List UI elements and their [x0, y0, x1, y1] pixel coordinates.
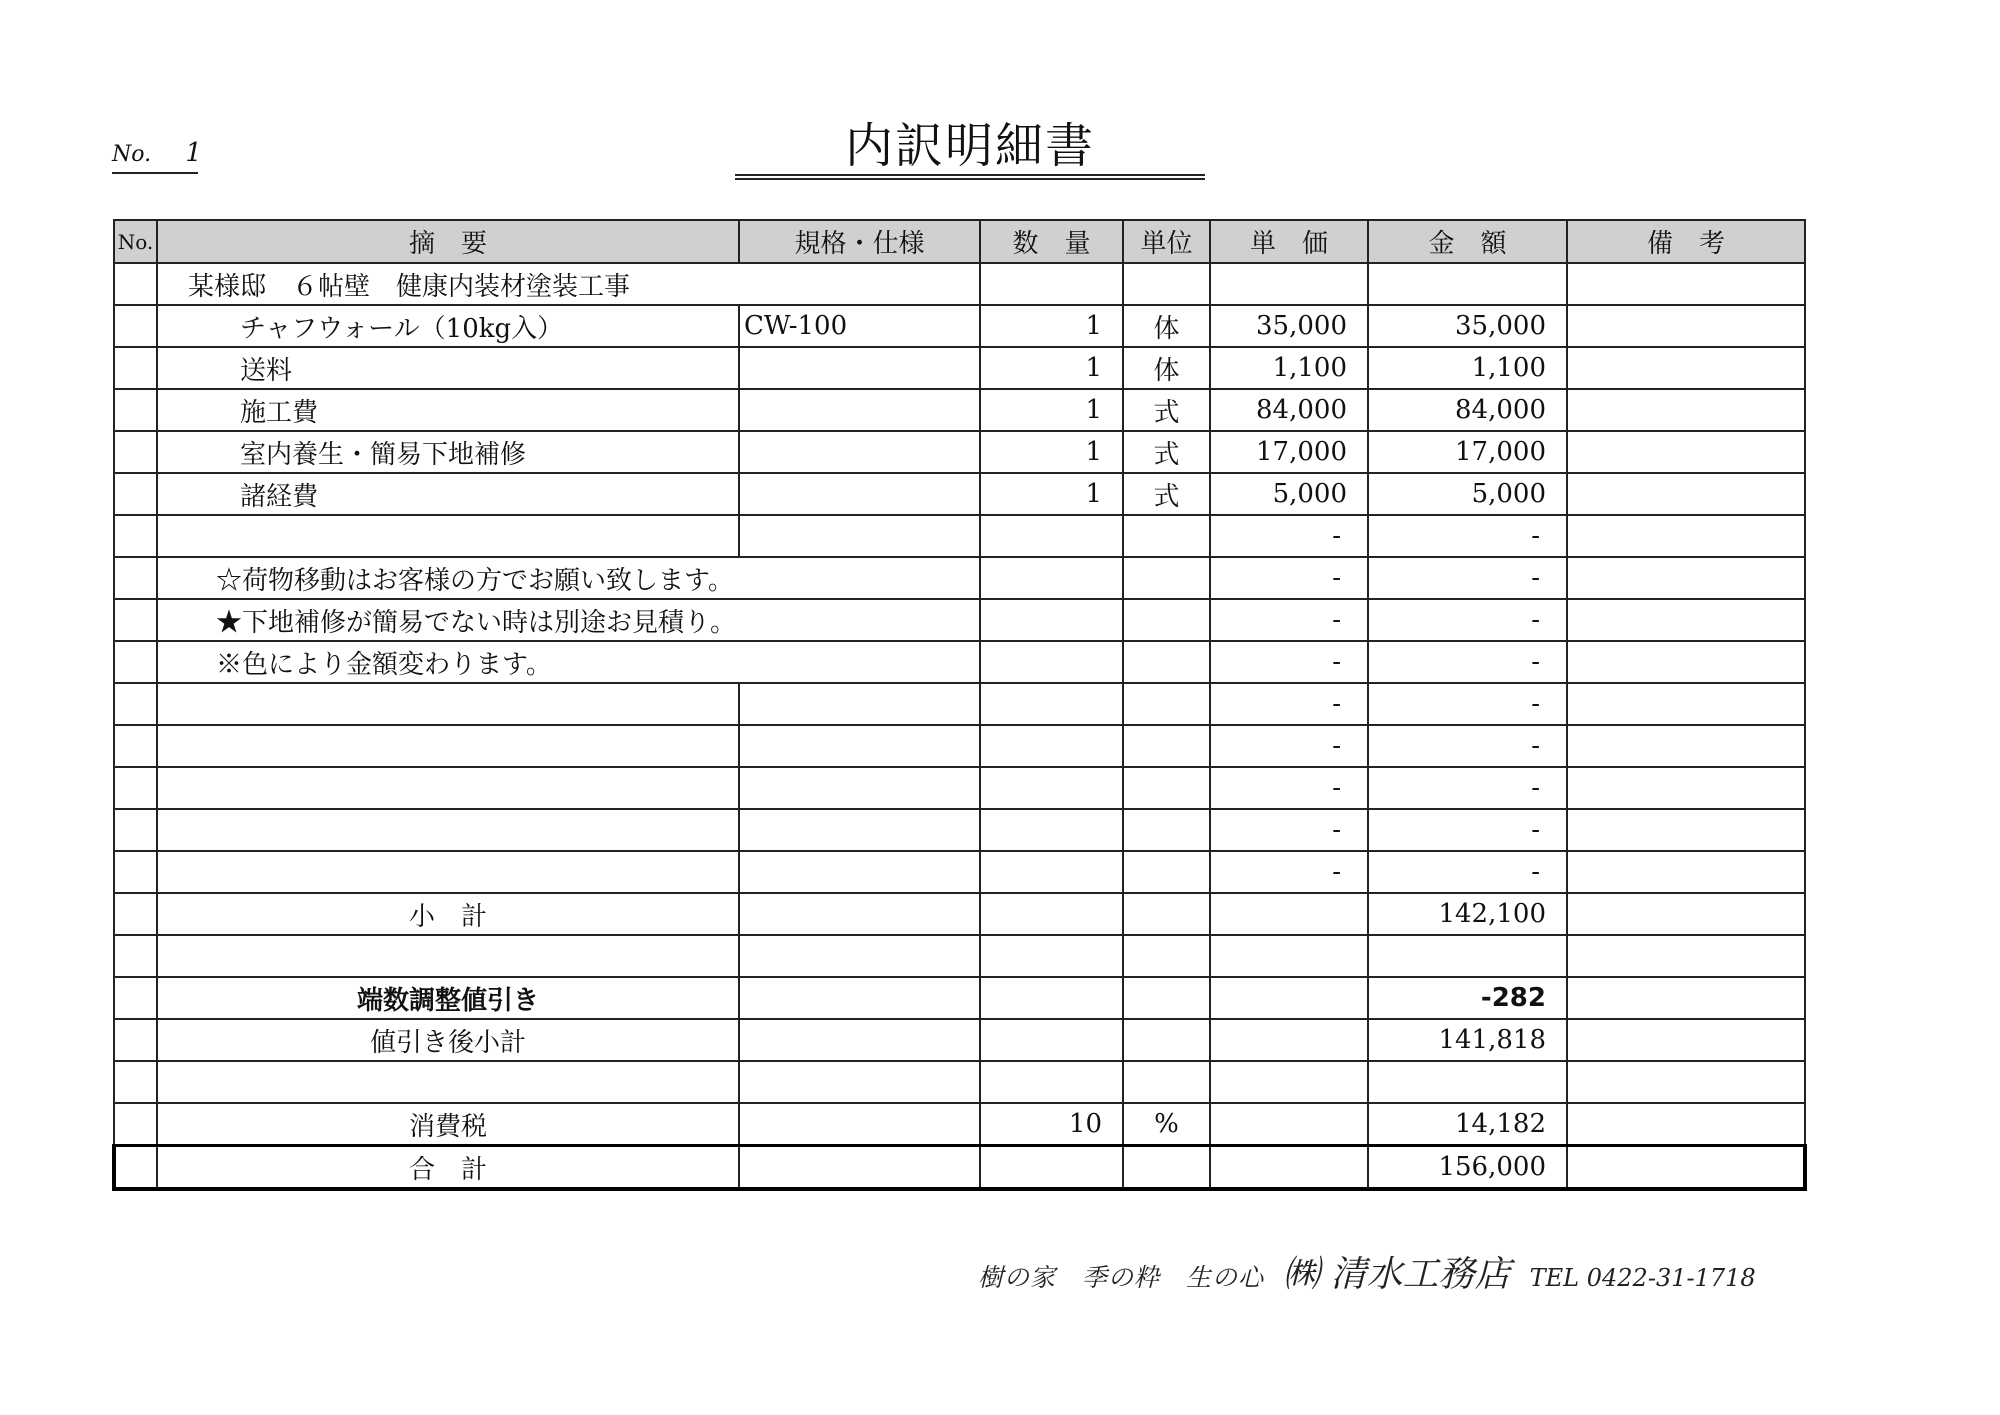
- header-remarks: 備 考: [1567, 220, 1805, 263]
- table-row: [114, 935, 1805, 977]
- item-amount: 84,000: [1368, 389, 1567, 431]
- item-spec: [739, 389, 980, 431]
- project-row: [114, 263, 1805, 305]
- dash-placeholder: -: [1210, 767, 1368, 809]
- table-row: [114, 725, 1805, 767]
- after-discount-amount: 141,818: [1368, 1019, 1567, 1061]
- item-unit-price: 5,000: [1210, 473, 1368, 515]
- dash-placeholder: -: [1368, 809, 1567, 851]
- item-quantity: 1: [980, 305, 1123, 347]
- header-quantity: 数 量: [980, 220, 1123, 263]
- item-quantity: 1: [980, 347, 1123, 389]
- table-row: [114, 767, 1805, 809]
- tax-unit: %: [1123, 1103, 1210, 1146]
- subtotal-label: 小 計: [157, 893, 739, 935]
- item-unit-price: 17,000: [1210, 431, 1368, 473]
- item-unit: 式: [1123, 389, 1210, 431]
- discount-label: 端数調整値引き: [157, 977, 739, 1019]
- header-amount: 金 額: [1368, 220, 1567, 263]
- detail-table: [112, 219, 1807, 1191]
- table-row: [114, 515, 1805, 557]
- tax-row: [114, 1103, 1805, 1146]
- dash-placeholder: -: [1368, 641, 1567, 683]
- dash-placeholder: -: [1210, 599, 1368, 641]
- company-motto: 樹の家 季の粋 生の心: [978, 1263, 1265, 1292]
- note-row: [114, 557, 1805, 599]
- document-number-label: No.: [112, 142, 152, 167]
- dash-placeholder: -: [1368, 683, 1567, 725]
- dash-placeholder: -: [1368, 767, 1567, 809]
- item-spec: CW-100: [739, 305, 980, 347]
- item-amount: 17,000: [1368, 431, 1567, 473]
- company-footer: [978, 1246, 1756, 1297]
- total-row: [114, 1146, 1805, 1190]
- company-name: ㈱ 清水工務店: [1283, 1254, 1511, 1295]
- dash-placeholder: -: [1368, 599, 1567, 641]
- table-row: [114, 1061, 1805, 1103]
- after-discount-label: 値引き後小計: [157, 1019, 739, 1061]
- tax-amount: 14,182: [1368, 1103, 1567, 1146]
- item-unit: 体: [1123, 347, 1210, 389]
- dash-placeholder: -: [1210, 683, 1368, 725]
- item-spec: [739, 473, 980, 515]
- dash-placeholder: -: [1210, 641, 1368, 683]
- company-phone: TEL 0422-31-1718: [1529, 1264, 1756, 1292]
- dash-placeholder: -: [1368, 725, 1567, 767]
- note-text: ※色により金額変わります。: [157, 641, 980, 683]
- dash-placeholder: -: [1210, 557, 1368, 599]
- item-amount: 5,000: [1368, 473, 1567, 515]
- item-unit: 式: [1123, 431, 1210, 473]
- tax-label: 消費税: [157, 1103, 739, 1146]
- table-row: [114, 473, 1805, 515]
- dash-placeholder: -: [1210, 809, 1368, 851]
- item-amount: 35,000: [1368, 305, 1567, 347]
- item-quantity: 1: [980, 431, 1123, 473]
- note-text: ★下地補修が簡易でない時は別途お見積り。: [157, 599, 980, 641]
- item-unit-price: 84,000: [1210, 389, 1368, 431]
- item-amount: 1,100: [1368, 347, 1567, 389]
- item-description: 諸経費: [157, 473, 739, 515]
- document-number-value: 1: [185, 138, 202, 168]
- document-title: 内訳明細書: [735, 118, 1205, 180]
- project-name: 某様邸 ６帖壁 健康内装材塗装工事: [157, 263, 980, 305]
- dash-placeholder: -: [1368, 851, 1567, 893]
- dash-placeholder: -: [1368, 515, 1567, 557]
- discount-row: [114, 977, 1805, 1019]
- note-text: ☆荷物移動はお客様の方でお願い致します。: [157, 557, 980, 599]
- total-label: 合 計: [157, 1146, 739, 1190]
- after-discount-row: [114, 1019, 1805, 1061]
- tax-rate: 10: [980, 1103, 1123, 1146]
- discount-amount: -282: [1368, 977, 1567, 1019]
- item-quantity: 1: [980, 473, 1123, 515]
- header-unit-price: 単 価: [1210, 220, 1368, 263]
- subtotal-row: [114, 893, 1805, 935]
- header-description: 摘 要: [157, 220, 739, 263]
- header-spec: 規格・仕様: [739, 220, 980, 263]
- note-row: [114, 599, 1805, 641]
- item-quantity: 1: [980, 389, 1123, 431]
- dash-placeholder: -: [1210, 515, 1368, 557]
- item-unit: 式: [1123, 473, 1210, 515]
- item-spec: [739, 347, 980, 389]
- item-description: 送料: [157, 347, 739, 389]
- table-row: [114, 809, 1805, 851]
- table-row: [114, 305, 1805, 347]
- table-row: [114, 851, 1805, 893]
- dash-placeholder: -: [1210, 851, 1368, 893]
- header-row: [114, 220, 1805, 263]
- cell-no: [114, 263, 157, 305]
- item-unit-price: 35,000: [1210, 305, 1368, 347]
- subtotal-amount: 142,100: [1368, 893, 1567, 935]
- dash-placeholder: -: [1368, 557, 1567, 599]
- header-no: No.: [114, 220, 157, 263]
- item-unit: 体: [1123, 305, 1210, 347]
- item-description: チャフウォール（10kg入）: [157, 305, 739, 347]
- header-unit: 単位: [1123, 220, 1210, 263]
- document-number: [112, 138, 202, 174]
- table-row: [114, 431, 1805, 473]
- note-row: [114, 641, 1805, 683]
- table-row: [114, 389, 1805, 431]
- table-row: [114, 683, 1805, 725]
- total-amount: 156,000: [1368, 1146, 1567, 1190]
- item-description: 室内養生・簡易下地補修: [157, 431, 739, 473]
- item-spec: [739, 431, 980, 473]
- item-unit-price: 1,100: [1210, 347, 1368, 389]
- table-row: [114, 347, 1805, 389]
- item-description: 施工費: [157, 389, 739, 431]
- dash-placeholder: -: [1210, 725, 1368, 767]
